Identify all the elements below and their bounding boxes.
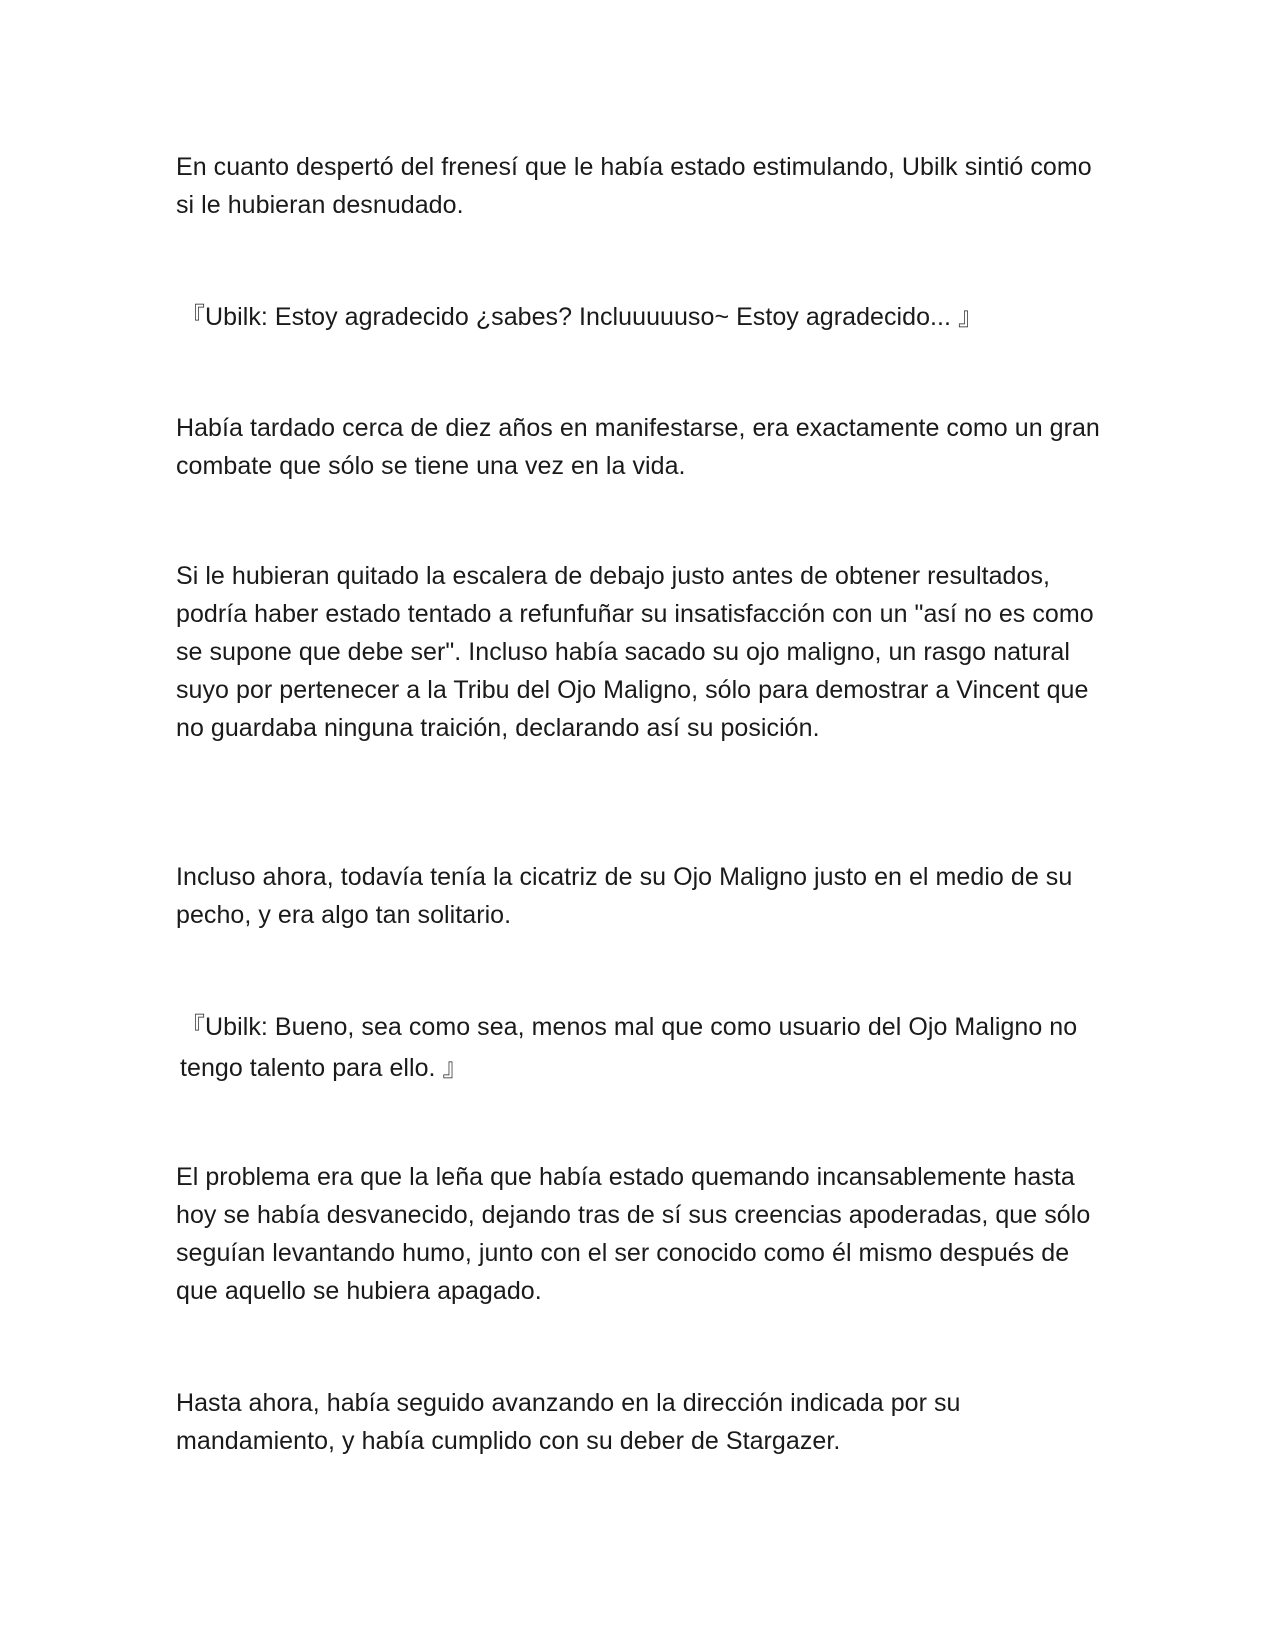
narration-paragraph: En cuanto despertó del frenesí que le había estado estimulando, Ubilk sintió como si le hubieran desnudado. (176, 153, 1092, 219)
narration-paragraph: Incluso ahora, todavía tenía la cicatriz de su Ojo Maligno justo en el medio de su pecho, y era algo tan solitario. (176, 863, 1073, 929)
dialogue-line: 『Ubilk: Estoy agradecido ¿sabes? Incluuuuuso~ Estoy agradecido... 』 (180, 303, 984, 331)
narration-paragraph: El problema era que la leña que había estado quemando incansablemente hasta hoy se había desvanecido, dejando tras de sí sus creencias apoderadas, que sólo seguían levantando humo, junto con el ser conocido como él mismo después de que aquello se hubiera apagado. (176, 1163, 1091, 1305)
narration-paragraph: Hasta ahora, había seguido avanzando en la dirección indicada por su mandamiento, y había cumplido con su deber de Stargazer. (176, 1389, 961, 1455)
dialogue-line: 『Ubilk: Bueno, sea como sea, menos mal que como usuario del Ojo Maligno no tengo talento para ello. 』 (180, 1013, 1078, 1082)
narration-paragraph: Había tardado cerca de diez años en manifestarse, era exactamente como un gran combate que sólo se tiene una vez en la vida. (176, 414, 1100, 480)
narration-paragraph: Si le hubieran quitado la escalera de debajo justo antes de obtener resultados, podría haber estado tentado a refunfuñar su insatisfacción con un "así no es como se supone que debe ser". Incluso había sacado su ojo maligno, un rasgo natural suyo por pertenecer a la Tribu del Ojo Maligno, sólo para demostrar a Vincent que no guardaba ninguna traición, declarando así su posición. (176, 562, 1094, 742)
